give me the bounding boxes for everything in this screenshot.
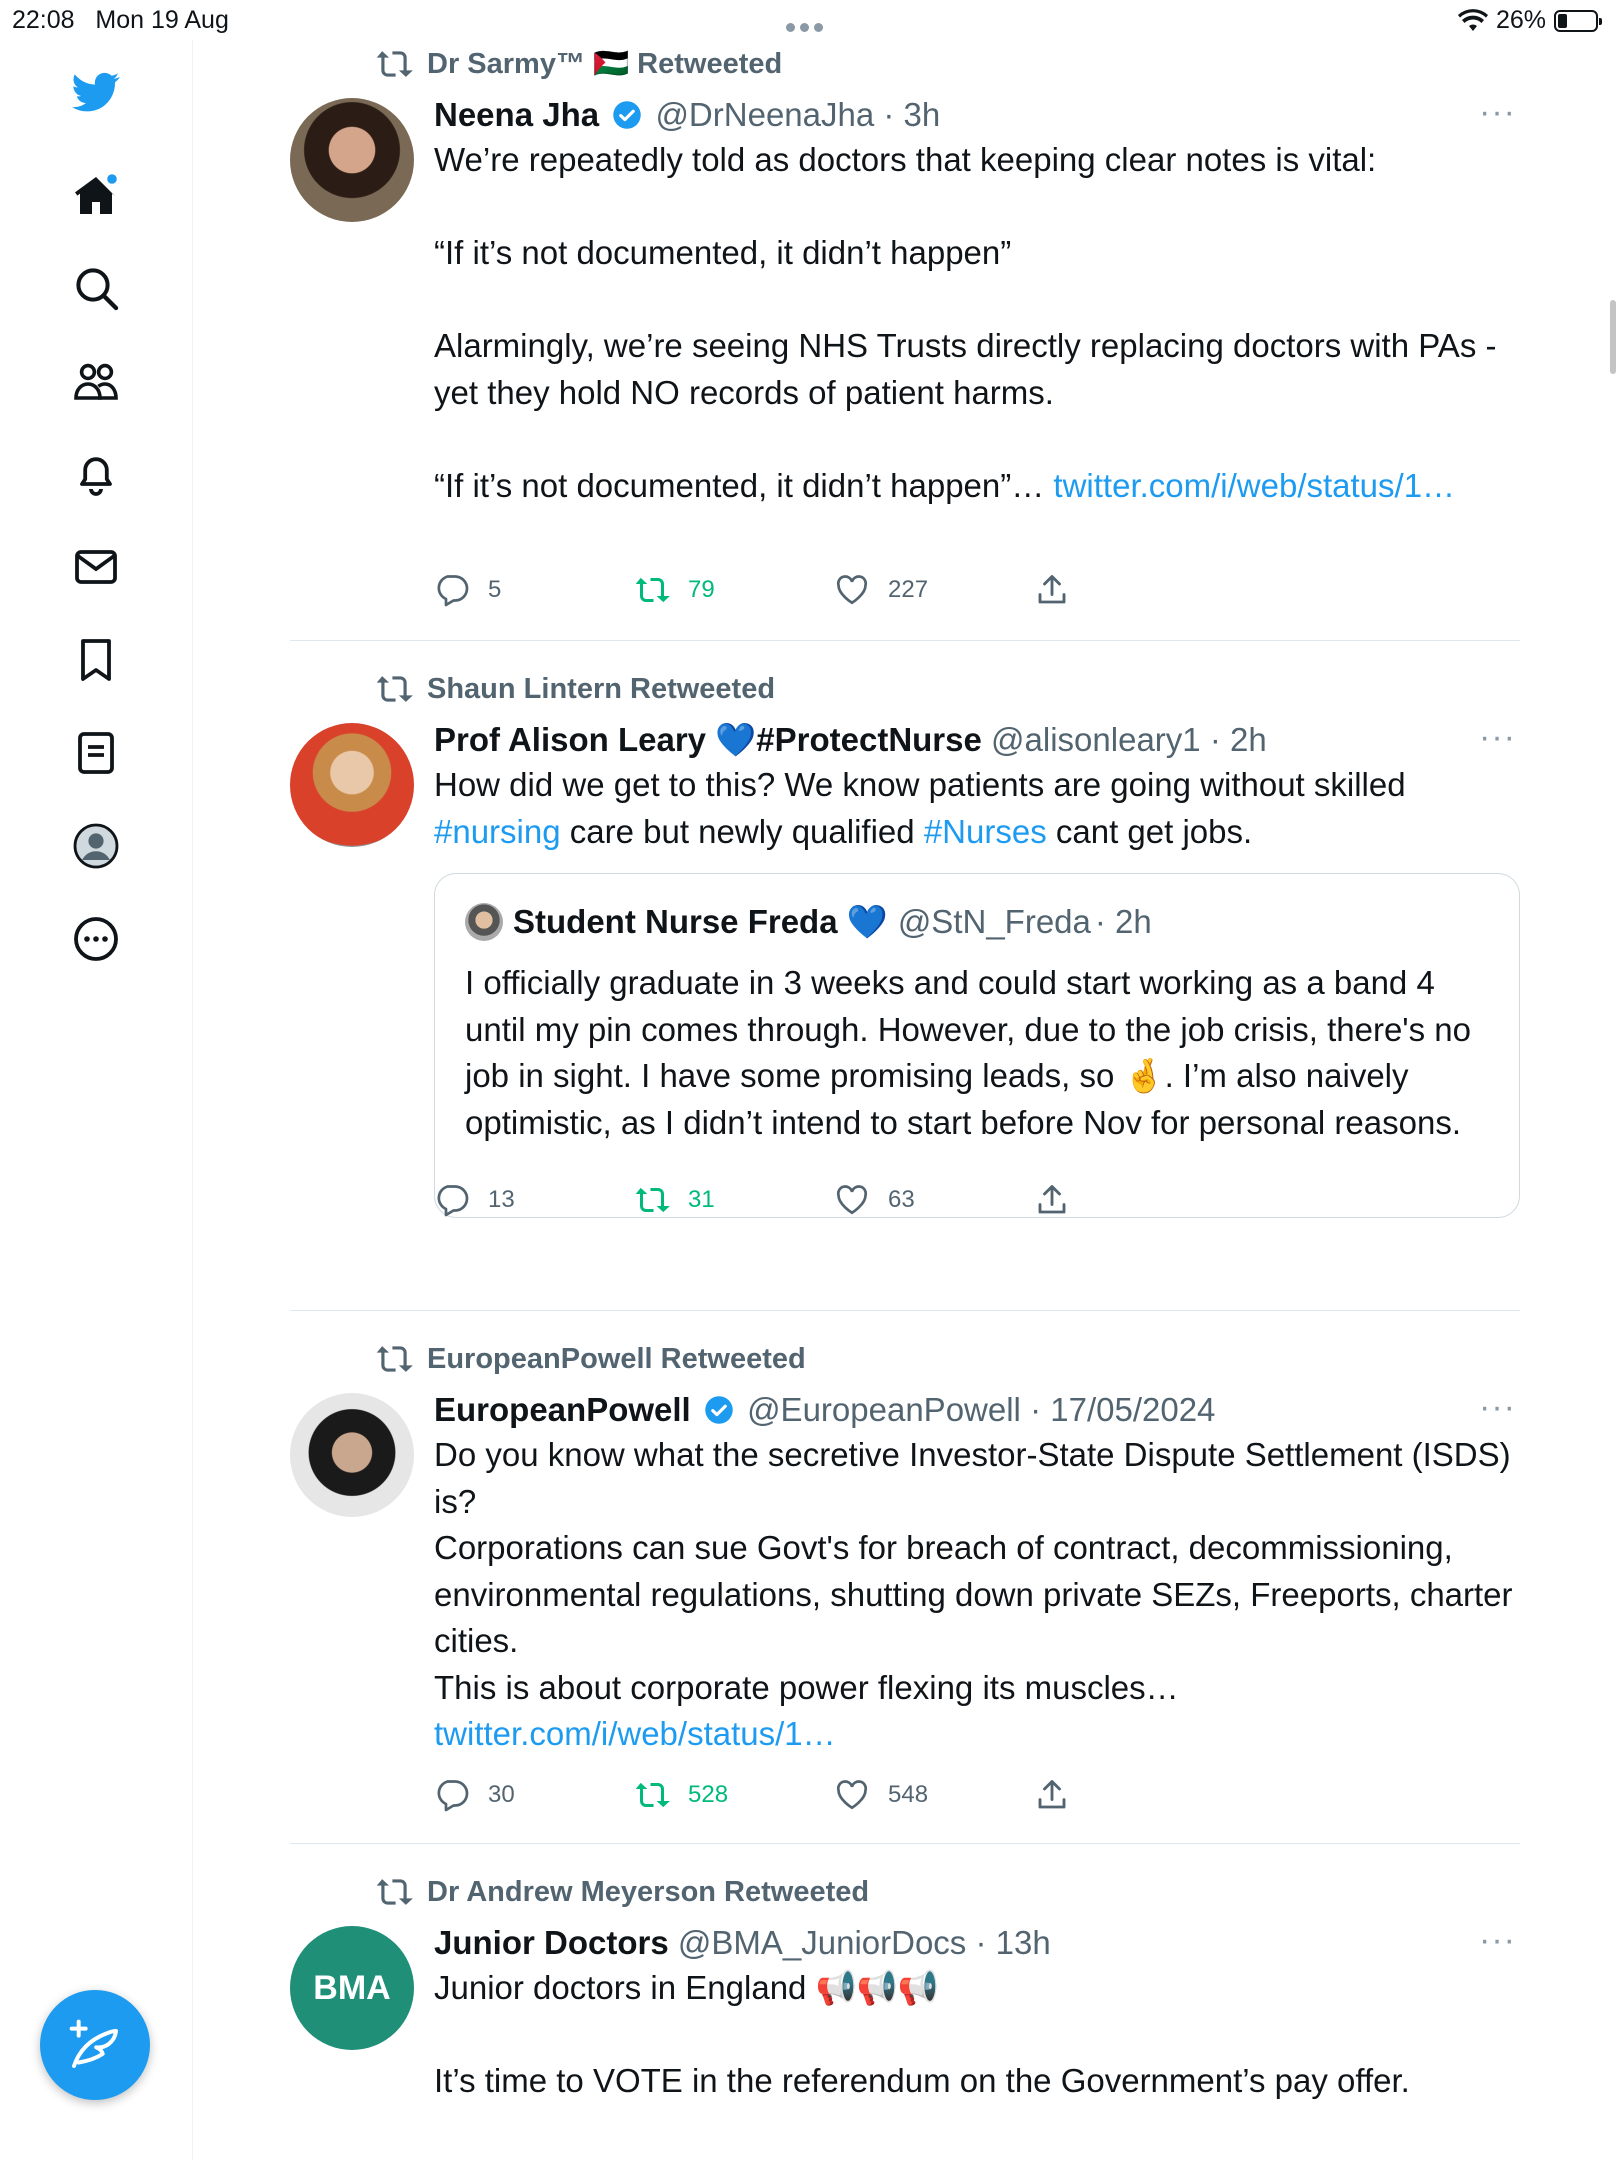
retweeted-by: Dr Sarmy™ 🇵🇸 Retweeted bbox=[375, 44, 782, 84]
profile-icon bbox=[72, 822, 120, 870]
author-handle[interactable]: @alisonleary1 bbox=[991, 721, 1201, 758]
retweet-button[interactable]: 79 bbox=[634, 570, 715, 610]
nav-communities[interactable] bbox=[64, 350, 128, 414]
like-button[interactable]: 227 bbox=[834, 570, 928, 610]
twitter-logo[interactable] bbox=[64, 60, 128, 124]
reply-button[interactable]: 30 bbox=[434, 1775, 515, 1815]
retweet-icon bbox=[375, 1340, 413, 1378]
quoted-author-handle: @StN_Freda bbox=[897, 903, 1091, 940]
share-button[interactable] bbox=[1034, 570, 1070, 610]
quoted-tweet-text: I officially graduate in 3 weeks and could start working as a band 4 until my pin comes through. However, due to the job crisis, there's no job in sight. I have some promising leads, so 🤞. I’m also naively optimistic, as I didn’t intend to start before Nov for personal reasons. bbox=[465, 964, 1481, 1141]
bma-logo: BMA bbox=[313, 1968, 391, 2007]
nav-search[interactable] bbox=[64, 256, 128, 320]
retweet-icon bbox=[375, 45, 413, 83]
more-options-icon[interactable]: ··· bbox=[1479, 718, 1516, 756]
tweet-time[interactable]: · 13h bbox=[975, 1924, 1051, 1961]
author-name[interactable]: Neena Jha bbox=[434, 96, 600, 133]
tweet-text: We’re repeatedly told as doctors that keeping clear notes is vital: “If it’s not documented, it didn’t happen” Alarmingly, we’re seeing NHS Trusts directly replacing doctors with PAs - yet they hold NO records of patient harms. “If it’s not documented, it didn’t happen”… twitter.com/i/web/status/1… bbox=[434, 141, 1497, 504]
compose-icon bbox=[67, 2017, 123, 2073]
scrollbar[interactable] bbox=[1610, 300, 1616, 374]
nav-home[interactable] bbox=[64, 164, 128, 228]
tweet-link[interactable]: twitter.com/i/web/status/1… bbox=[434, 1715, 836, 1752]
retweet-icon bbox=[634, 1777, 670, 1813]
verified-badge-icon bbox=[704, 1395, 734, 1425]
reply-icon bbox=[434, 1182, 470, 1218]
reply-icon bbox=[434, 1777, 470, 1813]
status-bar bbox=[0, 0, 1620, 40]
tweet-divider bbox=[290, 1310, 1520, 1311]
quoted-avatar bbox=[465, 903, 503, 941]
avatar[interactable] bbox=[290, 98, 414, 222]
verified-badge-icon bbox=[612, 100, 642, 130]
avatar[interactable] bbox=[290, 1393, 414, 1517]
more-options-icon[interactable]: ··· bbox=[1479, 1921, 1516, 1959]
author-name[interactable]: Prof Alison Leary 💙#ProtectNurse bbox=[434, 721, 982, 758]
battery-percent: 26% bbox=[1495, 6, 1546, 34]
compose-tweet-button[interactable] bbox=[40, 1990, 150, 2100]
tweet-header bbox=[434, 718, 1520, 762]
heart-icon bbox=[834, 572, 870, 608]
share-icon bbox=[1034, 1777, 1070, 1813]
search-icon bbox=[72, 264, 120, 312]
heart-icon bbox=[834, 1182, 870, 1218]
home-icon bbox=[72, 172, 120, 220]
nav-lists[interactable] bbox=[64, 721, 128, 785]
quoted-tweet-header bbox=[465, 900, 1152, 944]
battery-icon bbox=[1554, 10, 1598, 32]
tweet-header bbox=[434, 1921, 1520, 1965]
tweet-time[interactable]: · 3h bbox=[883, 96, 941, 133]
bird-icon bbox=[72, 68, 120, 116]
quoted-tweet-time: · 2h bbox=[1094, 903, 1152, 940]
quoted-tweet[interactable] bbox=[434, 873, 1520, 1218]
nav-bookmarks[interactable] bbox=[64, 628, 128, 692]
avatar[interactable] bbox=[290, 723, 414, 847]
share-icon bbox=[1034, 1182, 1070, 1218]
share-button[interactable] bbox=[1034, 1180, 1070, 1220]
tweet-text: Do you know what the secretive Investor-State Dispute Settlement (ISDS) is? Corporations can sue Govt's for breach of contract, decommissioning, environmental regulations, shutting down private SEZs, Freeports, charter cities. This is about corporate power flexing its muscles… twitter.com/i/web/status/1… bbox=[434, 1436, 1513, 1752]
mail-icon bbox=[72, 543, 120, 591]
communities-icon bbox=[72, 358, 120, 406]
tweet-header bbox=[434, 93, 1520, 137]
like-button[interactable]: 63 bbox=[834, 1180, 915, 1220]
retweeted-by: Dr Andrew Meyerson Retweeted bbox=[375, 1872, 869, 1912]
tweet-actions bbox=[434, 1775, 1094, 1815]
share-button[interactable] bbox=[1034, 1775, 1070, 1815]
sidebar-nav bbox=[0, 40, 193, 2160]
multitasking-dots[interactable] bbox=[786, 10, 828, 39]
more-options-icon[interactable]: ··· bbox=[1479, 1388, 1516, 1426]
tweet-divider bbox=[290, 1843, 1520, 1844]
like-button[interactable]: 548 bbox=[834, 1775, 928, 1815]
retweet-button[interactable]: 31 bbox=[634, 1180, 715, 1220]
avatar[interactable] bbox=[290, 1926, 414, 2050]
tweet-link[interactable]: twitter.com/i/web/status/1… bbox=[1053, 466, 1456, 504]
tweet-divider bbox=[290, 640, 1520, 641]
retweet-button[interactable]: 528 bbox=[634, 1775, 728, 1815]
quoted-author-name: Student Nurse Freda 💙 bbox=[513, 903, 888, 940]
retweet-icon bbox=[634, 572, 670, 608]
nav-more[interactable] bbox=[64, 907, 128, 971]
lists-icon bbox=[72, 729, 120, 777]
author-name[interactable]: Junior Doctors bbox=[434, 1924, 669, 1961]
reply-button[interactable]: 13 bbox=[434, 1180, 515, 1220]
more-icon bbox=[72, 915, 120, 963]
tweet-actions bbox=[434, 570, 1094, 610]
author-handle[interactable]: @BMA_JuniorDocs bbox=[677, 1924, 967, 1961]
tweet-text: How did we get to this? We know patients are going without skilled #nursing care but newly qualified #Nurses cant get jobs. bbox=[434, 766, 1406, 850]
hashtag-nursing[interactable]: #nursing bbox=[434, 812, 561, 850]
retweet-icon bbox=[375, 670, 413, 708]
reply-icon bbox=[434, 572, 470, 608]
share-icon bbox=[1034, 572, 1070, 608]
author-handle[interactable]: @DrNeenaJha bbox=[655, 96, 875, 133]
bookmark-icon bbox=[72, 636, 120, 684]
hashtag-nurses[interactable]: #Nurses bbox=[923, 812, 1047, 850]
reply-button[interactable]: 5 bbox=[434, 570, 501, 610]
tweet-text: Junior doctors in England 📢📢📢 It’s time to VOTE in the referendum on the Government’s pay offer. bbox=[434, 1969, 1410, 2099]
tweet-actions bbox=[434, 1180, 1094, 1220]
status-time: 22:08 Mon 19 Aug bbox=[12, 6, 229, 34]
heart-icon bbox=[834, 1777, 870, 1813]
author-handle[interactable]: @EuropeanPowell bbox=[747, 1391, 1021, 1428]
bell-icon bbox=[72, 450, 120, 498]
tweet-time[interactable]: · 17/05/2024 bbox=[1030, 1391, 1216, 1428]
nav-messages[interactable] bbox=[64, 535, 128, 599]
retweeted-by: EuropeanPowell Retweeted bbox=[375, 1339, 806, 1379]
retweet-icon bbox=[375, 1873, 413, 1911]
author-name[interactable]: EuropeanPowell bbox=[434, 1391, 691, 1428]
nav-notifications[interactable] bbox=[64, 442, 128, 506]
nav-profile[interactable] bbox=[64, 814, 128, 878]
tweet-header bbox=[434, 1388, 1520, 1432]
more-options-icon[interactable]: ··· bbox=[1479, 93, 1516, 131]
retweet-icon bbox=[634, 1182, 670, 1218]
retweeted-by: Shaun Lintern Retweeted bbox=[375, 669, 775, 709]
wifi-icon bbox=[1458, 9, 1488, 33]
tweet-time[interactable]: · 2h bbox=[1209, 721, 1267, 758]
status-indicators bbox=[1458, 6, 1598, 35]
